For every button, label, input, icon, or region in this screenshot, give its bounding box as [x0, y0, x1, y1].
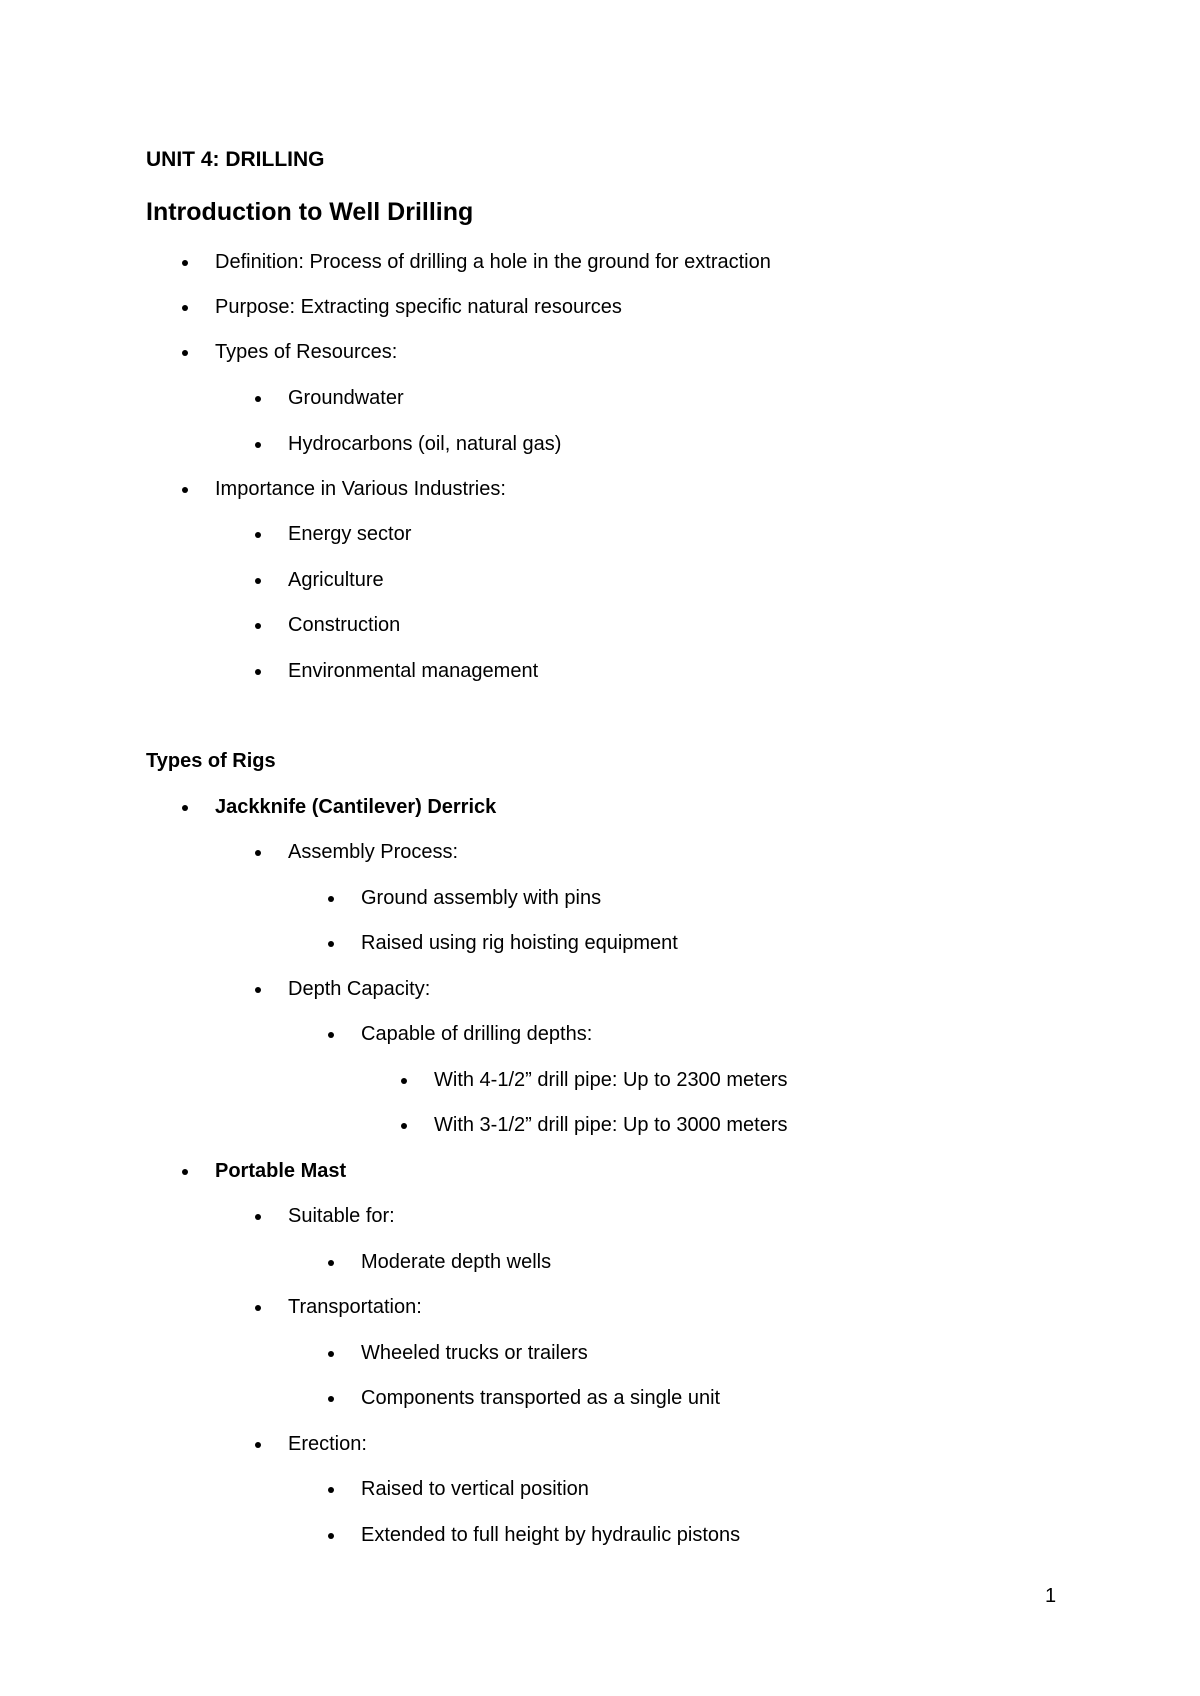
bullet-icon — [255, 532, 261, 538]
list-item-text: Suitable for: — [288, 1205, 395, 1227]
bullet-icon — [182, 260, 188, 266]
list-item-text: Erection: — [288, 1433, 367, 1455]
bullet-icon — [401, 1123, 407, 1129]
bullet-icon — [255, 578, 261, 584]
bullet-icon — [328, 1487, 334, 1493]
bullet-icon — [182, 305, 188, 311]
list-item-text: With 4-1/2” drill pipe: Up to 2300 meters — [434, 1069, 788, 1091]
bullet-icon — [255, 396, 261, 402]
list-item-text: Construction — [288, 614, 401, 636]
bullet-icon — [255, 1442, 261, 1448]
bullet-icon — [328, 1032, 334, 1038]
list-item-text: Wheeled trucks or trailers — [361, 1342, 588, 1364]
bullet-icon — [328, 941, 334, 947]
list-item-text: Energy sector — [288, 523, 412, 545]
section-heading: Types of Rigs — [146, 750, 276, 772]
bullet-icon — [255, 1305, 261, 1311]
list-item-text: Extended to full height by hydraulic pistons — [361, 1524, 741, 1546]
list-item-text: Definition: Process of drilling a hole in the ground for extraction — [215, 251, 771, 273]
bullet-icon — [255, 1214, 261, 1220]
unit-title: UNIT 4: DRILLING — [146, 148, 325, 171]
list-item-text: Raised using rig hoisting equipment — [361, 932, 678, 954]
bullet-icon — [255, 850, 261, 856]
document-heading: Introduction to Well Drilling — [146, 198, 474, 226]
list-item-text: Types of Resources: — [215, 341, 398, 363]
list-item-text: With 3-1/2” drill pipe: Up to 3000 meters — [434, 1114, 788, 1136]
list-item-text: Raised to vertical position — [361, 1478, 589, 1500]
list-item-text: Hydrocarbons (oil, natural gas) — [288, 433, 562, 455]
bullet-icon — [182, 1169, 188, 1175]
list-item-text: Portable Mast — [215, 1160, 347, 1182]
bullet-icon — [328, 1396, 334, 1402]
bullet-icon — [328, 896, 334, 902]
bullet-icon — [255, 442, 261, 448]
list-item-text: Transportation: — [288, 1296, 422, 1318]
bullet-icon — [182, 350, 188, 356]
list-item-text: Jackknife (Cantilever) Derrick — [215, 796, 497, 818]
bullet-icon — [255, 987, 261, 993]
list-item-text: Purpose: Extracting specific natural resources — [215, 296, 622, 318]
bullet-icon — [328, 1260, 334, 1266]
bullet-icon — [255, 623, 261, 629]
list-item-text: Depth Capacity: — [288, 978, 431, 1000]
list-item-text: Assembly Process: — [288, 841, 459, 863]
list-item-text: Environmental management — [288, 660, 539, 682]
list-item-text: Ground assembly with pins — [361, 887, 602, 909]
list-item-text: Groundwater — [288, 387, 404, 409]
list-item-text: Moderate depth wells — [361, 1251, 552, 1273]
bullet-icon — [182, 805, 188, 811]
bullet-icon — [328, 1351, 334, 1357]
list-item-text: Importance in Various Industries: — [215, 478, 506, 500]
bullet-icon — [182, 487, 188, 493]
bullet-icon — [255, 669, 261, 675]
bullet-icon — [328, 1533, 334, 1539]
bullet-icon — [401, 1078, 407, 1084]
list-item-text: Agriculture — [288, 569, 384, 591]
page-number: 1 — [1045, 1585, 1057, 1607]
list-item-text: Capable of drilling depths: — [361, 1023, 593, 1045]
list-item-text: Components transported as a single unit — [361, 1387, 721, 1409]
